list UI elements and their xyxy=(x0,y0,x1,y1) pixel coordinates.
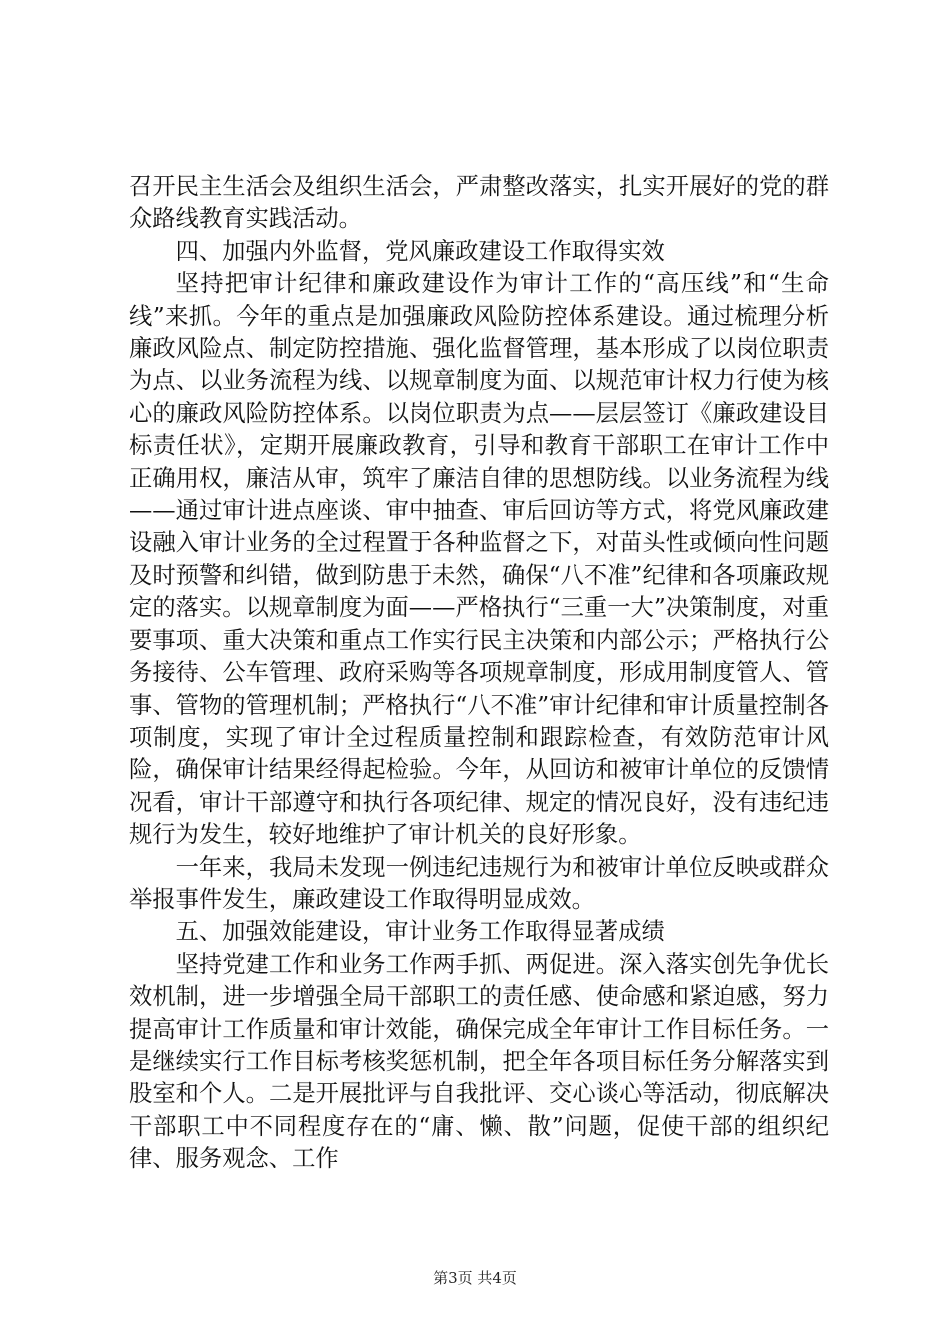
paragraph-3: 一年来，我局未发现一例违纪违规行为和被审计单位反映或群众举报事件发生，廉政建设工作取得明显成效。 xyxy=(129,853,829,913)
document-body xyxy=(129,171,829,1176)
paragraph-4: 坚持党建工作和业务工作两手抓、两促进。深入落实创先争优长效机制，进一步增强全局干部职工的责任感、使命感和紧迫感，努力提高审计工作质量和审计效能，确保完成全年审计工作目标任务。一是继续实行工作目标考核奖惩机制，把全年各项目标任务分解落实到股室和个人。二是开展批评与自我批评、交心谈心等活动，彻底解决干部职工中不同程度存在的“庸、懒、散”问题，促使干部的组织纪律、服务观念、工作 xyxy=(129,950,829,1173)
paragraph-2: 坚持把审计纪律和廉政建设作为审计工作的“高压线”和“生命线”来抓。今年的重点是加强廉政风险防控体系建设。通过梳理分析廉政风险点、制定防控措施、强化监督管理，基本形成了以岗位职责为点、以业务流程为线、以规章制度为面、以规范审计权力行使为核心的廉政风险防控体系。以岗位职责为点——层层签订《廉政建设目标责任状》，定期开展廉政教育，引导和教育干部职工在审计工作中正确用权，廉洁从审，筑牢了廉洁自律的思想防线。以业务流程为线——通过审计进点座谈、审中抽查、审后回访等方式，将党风廉政建设融入审计业务的全过程置于各种监督之下，对苗头性或倾向性问题及时预警和纠错，做到防患于未然，确保“八不准”纪律和各项廉政规定的落实。以规章制度为面——严格执行“三重一大”决策制度，对重要事项、重大决策和重点工作实行民主决策和内部公示；严格执行公务接待、公车管理、政府采购等各项规章制度，形成用制度管人、管事、管物的管理机制；严格执行“八不准”审计纪律和审计质量控制各项制度，实现了审计全过程质量控制和跟踪检查，有效防范审计风险，确保审计结果经得起检验。今年，从回访和被审计单位的反馈情况看，审计干部遵守和执行各项纪律、规定的情况良好，没有违纪违规行为发生，较好地维护了审计机关的良好形象。 xyxy=(129,270,829,849)
section-heading-5: 五、加强效能建设，审计业务工作取得显著成绩 xyxy=(175,918,665,946)
page-number-footer: 第3页 共4页 xyxy=(433,1269,517,1287)
section-heading-4: 四、加强内外监督，党风廉政建设工作取得实效 xyxy=(175,237,665,265)
paragraph-1: 召开民主生活会及组织生活会，严肃整改落实，扎实开展好的党的群众路线教育实践活动。 xyxy=(129,173,829,233)
